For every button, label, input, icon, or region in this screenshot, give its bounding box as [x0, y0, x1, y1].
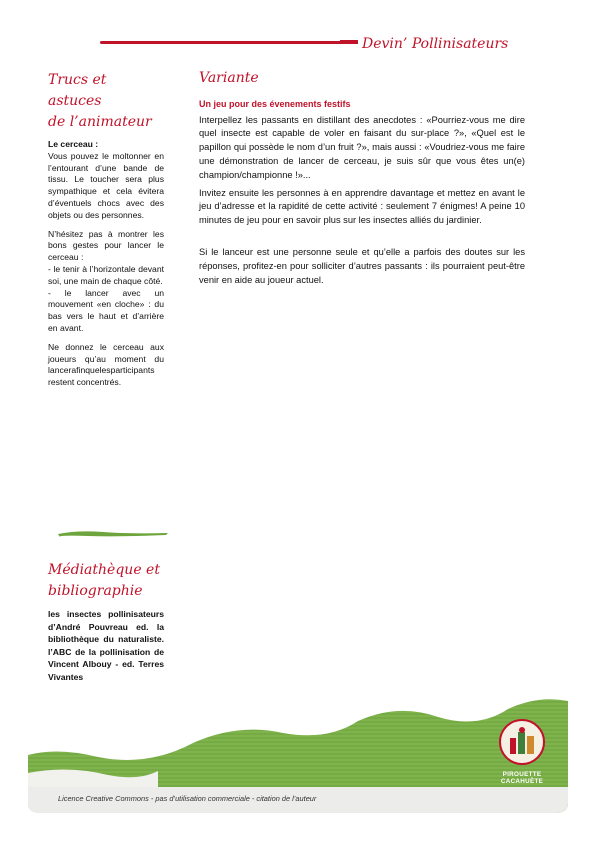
variant-paragraph: Invitez ensuite les personnes à en apprendre davantage et mettez en avant le jeu d’adresse et la rapidité de cette activité : seulement 7 énigmes! A peine 10 minutes de jeu pour en savoir plus sur les insectes alliés du jardinier. — [199, 187, 525, 226]
media-title-line2: bibliographie — [48, 583, 143, 599]
variant-section — [199, 72, 525, 291]
logo-emblem-icon — [498, 718, 546, 766]
media-body: les insectes pollinisateurs d’André Pouvreau ed. la bibliothèque du naturaliste. l’ABC de la pollinisation de Vincent Albouy - ed. Terres Vivantes — [48, 609, 164, 682]
variant-subheading: Un jeu pour des évenements festifs — [199, 98, 351, 109]
tips-section — [48, 70, 164, 396]
brush-stroke-divider — [58, 528, 168, 538]
license-text: Licence Creative Commons - pas d’utilisation commerciale - citation de l’auteur — [58, 794, 317, 803]
pirouette-cacahuete-logo — [496, 718, 548, 790]
variant-title: Variante — [199, 70, 259, 86]
tips-paragraph: Vous pouvez le moltonner en l’entourant d’une bande de tissu. Le toucher sera plus sympathique et cela évitera d’éventuels chocs avec des objets ou des personnes. — [48, 150, 164, 220]
media-title-line1: Médiathèque et — [48, 562, 160, 578]
logo-text-line2: CACAHUÈTE — [500, 778, 544, 786]
variant-paragraph: Si le lanceur est une personne seule et qu’elle a parfois des doutes sur les réponses, profitez-en pour solliciter d’autres passants : ils pourraient peut-être venir en aide au joueur actuel. — [199, 246, 525, 285]
tips-paragraph: - le lancer avec un mouvement «en cloche» : du bas vers le haut et d’arrière en avant. — [48, 287, 164, 333]
tips-lead: Le cerceau : — [48, 139, 99, 149]
tips-paragraph: Ne donnez le cerceau aux joueurs qu’au moment du lancerafinquelesparticipants restent concentrés. — [48, 341, 164, 388]
variant-paragraph: Interpellez les passants en distillant des anecdotes : «Pourriez-vous me dire quel insecte est capable de voler en faisant du sur-place ?», «Quel est le papillon qui possède le nom d’un fruit ?», mais aussi : «Voudriez-vous me faire une démonstration de lancer de cerceau, je suis sûr que vous êtes un(e) champion/championne !»... — [199, 114, 525, 180]
media-section — [48, 560, 164, 691]
tips-title — [48, 70, 164, 133]
header-rule — [100, 41, 358, 44]
logo-text-line1: PIROUETTE — [502, 771, 542, 778]
tips-paragraph: N’hésitez pas à montrer les bons gestes pour lancer le cerceau : — [48, 228, 164, 263]
tips-title-line1: Trucs et astuces — [48, 72, 107, 109]
tips-title-line2: de l’animateur — [48, 114, 152, 130]
document-title: Devin’ Pollinisateurs — [362, 36, 509, 52]
tips-paragraph: - le tenir à l’horizontale devant soi, une main de chaque côté. — [48, 263, 164, 286]
media-title — [48, 560, 164, 602]
